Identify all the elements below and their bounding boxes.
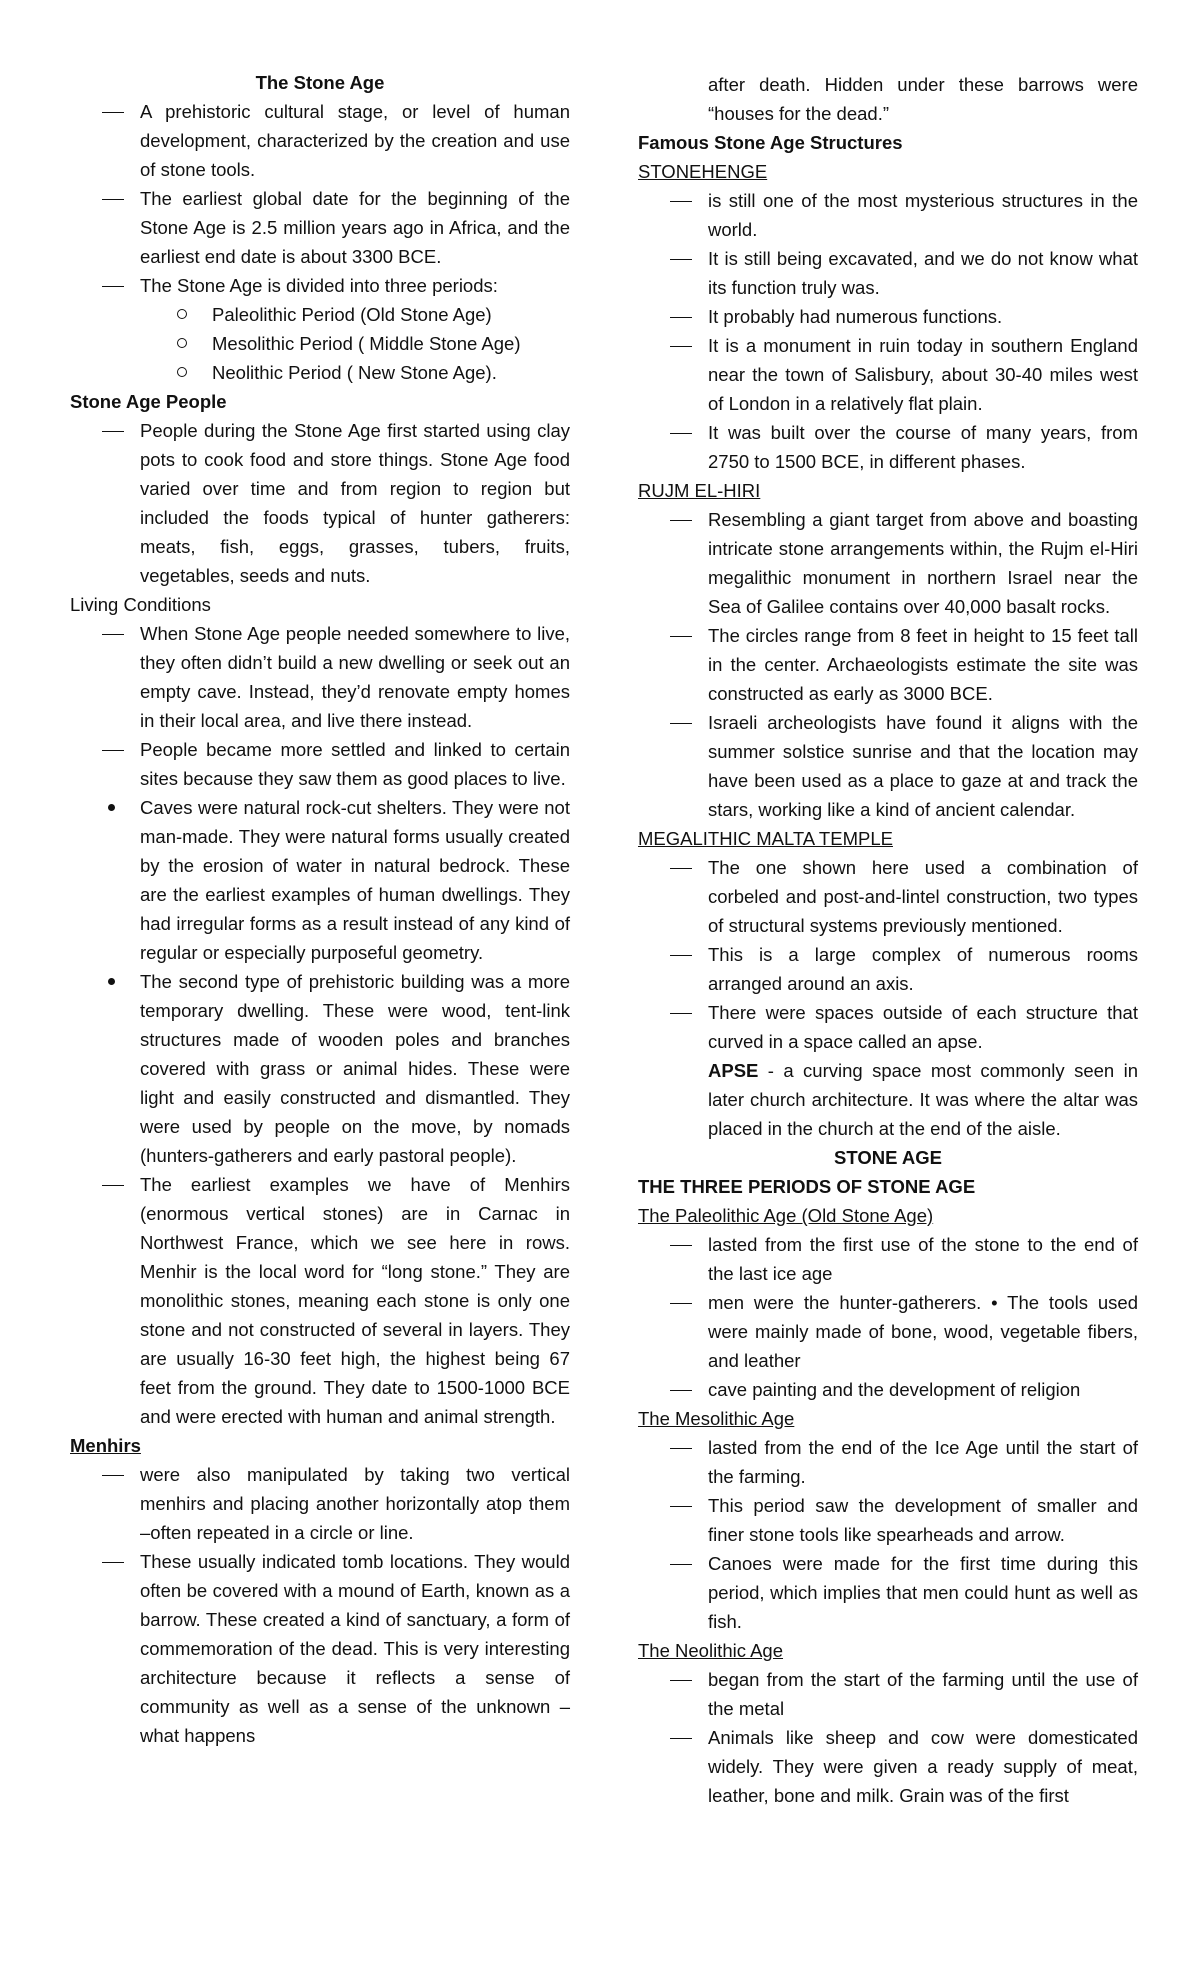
continued-paragraph: after death. Hidden under these barrows were “houses for the dead.”	[708, 74, 1138, 124]
list-item: men were the hunter-gatherers. • The tools used were mainly made of bone, wood, vegetable fibers, and leather	[708, 1292, 1138, 1371]
stonehenge-list	[638, 186, 1138, 476]
list-item: When Stone Age people needed somewhere to live, they often didn’t build a new dwelling or seek out an empty cave. Instead, they’d renovate empty homes in their local area, and live there instead.	[140, 623, 570, 731]
list-item: It is still being excavated, and we do not know what its function truly was.	[708, 248, 1138, 298]
list-item: People during the Stone Age first started using clay pots to cook food and store things. Stone Age food varied over time and from region to region but included the foods typical of hunter gatherers: meats, fish, eggs, grasses, tubers, fruits, vegetables, seeds and nuts.	[140, 420, 570, 586]
section-heading-menhirs: Menhirs	[70, 1435, 141, 1456]
period-item: Paleolithic Period (Old Stone Age)	[212, 304, 492, 325]
intro-list	[70, 97, 570, 387]
list-item: Animals like sheep and cow were domesticated widely. They were given a ready supply of meat, leather, bone and milk. Grain was of the first	[708, 1727, 1138, 1806]
list-item: There were spaces outside of each structure that curved in a space called an apse.	[708, 1002, 1138, 1052]
section-heading-three-periods: THE THREE PERIODS OF STONE AGE	[638, 1176, 976, 1197]
period-item: Neolithic Period ( New Stone Age).	[212, 362, 497, 383]
list-item: The second type of prehistoric building was a more temporary dwelling. These were wood, tent-link structures made of wooden poles and branches covered with grass or animal hides. These were light and easily constructed and dismantled. They were used by people on the move, by nomads (hunters-gatherers and early pastoral people).	[140, 971, 570, 1166]
section-heading-living: Living Conditions	[70, 594, 211, 615]
list-item: These usually indicated tomb locations. They would often be covered with a mound of Earth, known as a barrow. These created a kind of sanctuary, a form of commemoration of the dead. This is very interesting architecture because it reflects a sense of community as well as a sense of the unknown – what happens	[140, 1551, 570, 1746]
stone-age-title: STONE AGE	[834, 1147, 942, 1168]
apse-definition	[638, 1056, 1138, 1143]
section-heading-paleolithic: The Paleolithic Age (Old Stone Age)	[638, 1205, 934, 1226]
list-item: Resembling a giant target from above and boasting intricate stone arrangements within, the Rujm el-Hiri megalithic monument in northern Israel near the Sea of Galilee contains over 40,000 basalt rocks.	[708, 509, 1138, 617]
list-item: It is a monument in ruin today in southern England near the town of Salisbury, about 30-40 miles west of London in a relatively flat plain.	[708, 335, 1138, 414]
list-item: Canoes were made for the first time during this period, which implies that men could hunt as well as fish.	[708, 1553, 1138, 1632]
list-item: began from the start of the farming until the use of the metal	[708, 1669, 1138, 1719]
list-item: It probably had numerous functions.	[708, 306, 1003, 327]
section-heading-structures: Famous Stone Age Structures	[638, 132, 903, 153]
menhirs-list	[70, 1460, 570, 1750]
list-item: were also manipulated by taking two vertical menhirs and placing another horizontally atop them –often repeated in a circle or line.	[140, 1464, 570, 1543]
section-heading-mesolithic: The Mesolithic Age	[638, 1408, 795, 1429]
section-heading-rujm: RUJM EL-HIRI	[638, 480, 761, 501]
right-column	[638, 70, 1138, 1810]
rujm-list	[638, 505, 1138, 824]
page-title: The Stone Age	[255, 72, 385, 93]
section-heading-malta: MEGALITHIC MALTA TEMPLE	[638, 828, 893, 849]
left-column	[70, 68, 570, 1750]
list-item: The one shown here used a combination of corbeled and post-and-lintel construction, two types of structural systems previously mentioned.	[708, 857, 1138, 936]
list-item: lasted from the first use of the stone to the end of the last ice age	[708, 1234, 1138, 1284]
list-item: It was built over the course of many years, from 2750 to 1500 BCE, in different phases.	[708, 422, 1138, 472]
list-item: cave painting and the development of religion	[708, 1379, 1081, 1400]
list-item: This is a large complex of numerous rooms arranged around an axis.	[708, 944, 1138, 994]
period-item: Mesolithic Period ( Middle Stone Age)	[212, 333, 521, 354]
list-item: The circles range from 8 feet in height to 15 feet tall in the center. Archaeologists estimate the site was constructed as early as 3000 BCE.	[708, 625, 1138, 704]
malta-list	[638, 853, 1138, 1056]
list-item: is still one of the most mysterious structures in the world.	[708, 190, 1138, 240]
apse-term: APSE	[708, 1060, 759, 1081]
list-item: lasted from the end of the Ice Age until the start of the farming.	[708, 1437, 1138, 1487]
list-item: A prehistoric cultural stage, or level of human development, characterized by the creation and use of stone tools.	[140, 101, 570, 180]
list-item: The earliest examples we have of Menhirs (enormous vertical stones) are in Carnac in Northwest France, which we see here in rows. Menhir is the local word for “long stone.” They are monolithic stones, meaning each stone is only one stone and not constructed of several in layers. They are usually 16-30 feet high, the highest being 67 feet from the ground. They date to 1500-1000 BCE and were erected with human and animal strength.	[140, 1174, 570, 1427]
people-list	[70, 416, 570, 590]
section-heading-neolithic: The Neolithic Age	[638, 1640, 784, 1661]
list-item: Caves were natural rock-cut shelters. They were not man-made. They were natural forms usually created by the erosion of water in natural bedrock. These are the earliest examples of human dwellings. They had irregular forms as a result instead of any kind of regular or especially purposeful geometry.	[140, 797, 570, 963]
list-item: The earliest global date for the beginning of the Stone Age is 2.5 million years ago in Africa, and the earliest end date is about 3300 BCE.	[140, 188, 570, 267]
neolithic-list	[638, 1665, 1138, 1810]
section-heading-people: Stone Age People	[70, 391, 227, 412]
mesolithic-list	[638, 1433, 1138, 1636]
apse-text: - a curving space most commonly seen in later church architecture. It was where the altar was placed in the church at the end of the aisle.	[708, 1060, 1138, 1139]
section-heading-stonehenge: STONEHENGE	[638, 161, 768, 182]
list-item: The Stone Age is divided into three periods:	[140, 275, 498, 296]
list-item: People became more settled and linked to certain sites because they saw them as good places to live.	[140, 739, 570, 789]
list-item: This period saw the development of smaller and finer stone tools like spearheads and arrow.	[708, 1495, 1138, 1545]
living-list	[70, 619, 570, 1431]
paleolithic-list	[638, 1230, 1138, 1404]
list-item: Israeli archeologists have found it aligns with the summer solstice sunrise and that the location may have been used as a place to gaze at and track the stars, working like a kind of ancient calendar.	[708, 712, 1138, 820]
